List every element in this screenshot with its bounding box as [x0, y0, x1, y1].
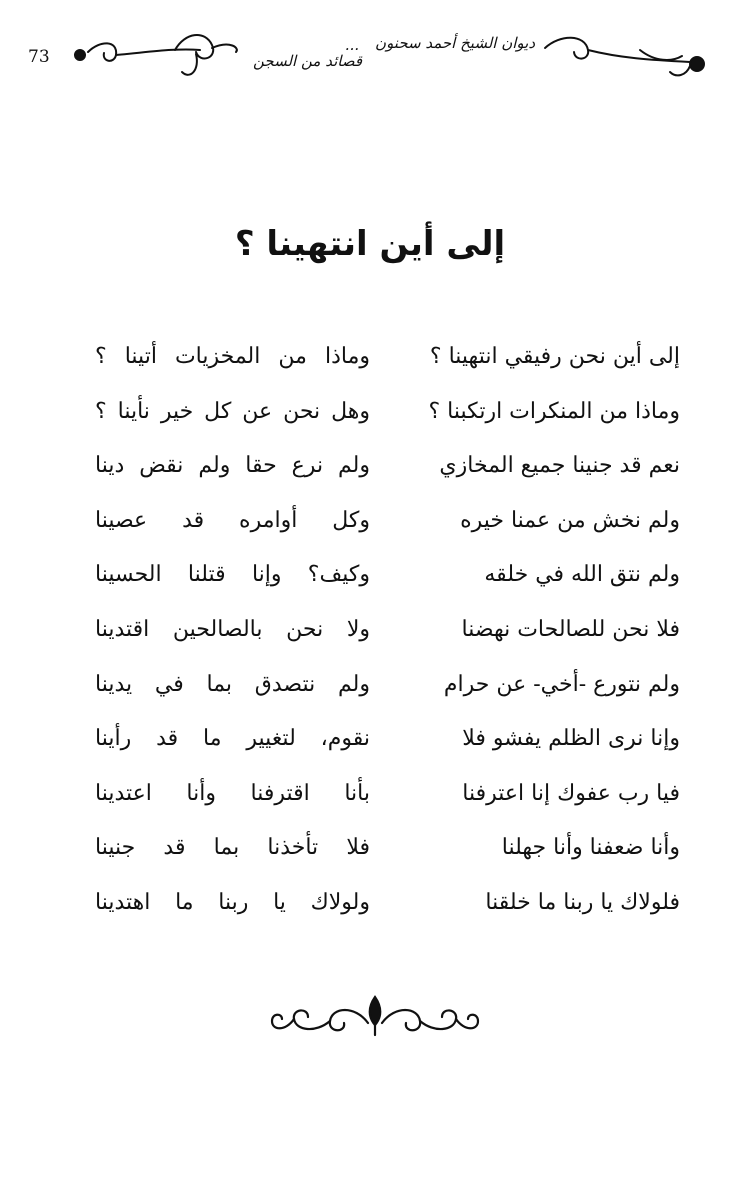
page-number: 73 — [28, 47, 50, 67]
verse-second-hemistich: فلا تأخذنا بما قد جنينا — [95, 835, 370, 861]
footer-flourish-ornament — [250, 985, 500, 1045]
verse-second-hemistich: ولم نرع حقا ولم نقض دينا — [95, 453, 370, 479]
running-head-section-title: قصائد من السجن — [253, 52, 363, 70]
verse-line — [95, 548, 680, 603]
verse-second-hemistich: وكيف؟ وإنا قتلنا الحسينا — [95, 562, 370, 588]
verse-second-hemistich: ولا نحن بالصالحين اقتدينا — [95, 616, 370, 642]
poem-title: إلى أين انتهينا ؟ — [234, 224, 506, 264]
verse-first-hemistich: ولم نتورع -أخي- عن حرام — [443, 671, 680, 697]
verse-first-hemistich: إلى أين نحن رفيقي انتهينا ؟ — [429, 344, 680, 369]
verse-first-hemistich: وإنا نرى الظلم يفشو فلا — [462, 726, 680, 752]
verse-line — [95, 385, 680, 440]
running-head — [235, 34, 535, 74]
verse-second-hemistich: بأنا اقترفنا وأنا اعتدينا — [95, 780, 370, 806]
verse-second-hemistich: وكل أوامره قد عصينا — [95, 507, 370, 533]
verse-line — [95, 767, 680, 822]
running-head-book-title: ديوان الشيخ أحمد سحنون — [375, 34, 535, 52]
poem-body — [95, 330, 680, 931]
verse-second-hemistich: ولولاك يا ربنا ما اهتدينا — [95, 889, 370, 915]
verse-line — [95, 821, 680, 876]
verse-first-hemistich: ولم نتق الله في خلقه — [484, 562, 680, 588]
verse-first-hemistich: وأنا ضعفنا وأنا جهلنا — [501, 835, 680, 861]
running-head-separator: ... — [344, 36, 360, 54]
verse-second-hemistich: نقوم، لتغيير ما قد رأينا — [95, 726, 370, 752]
verse-line — [95, 494, 680, 549]
verse-second-hemistich: ولم نتصدق بما في يدينا — [95, 671, 370, 697]
verse-line — [95, 439, 680, 494]
verse-line — [95, 330, 680, 385]
verse-line — [95, 603, 680, 658]
verse-first-hemistich: وماذا من المنكرات ارتكبنا ؟ — [428, 398, 680, 424]
verse-line — [95, 876, 680, 931]
verse-first-hemistich: ولم نخش من عمنا خيره — [460, 507, 680, 533]
verse-line — [95, 658, 680, 713]
verse-first-hemistich: فيا رب عفوك إنا اعترفنا — [462, 780, 680, 806]
verse-line — [95, 712, 680, 767]
page-header — [0, 0, 749, 100]
verse-first-hemistich: نعم قد جنينا جميع المخازي — [439, 453, 680, 479]
verse-first-hemistich: فلا نحن للصالحات نهضنا — [461, 616, 680, 642]
verse-second-hemistich: وهل نحن عن كل خير نأينا ؟ — [95, 398, 370, 424]
verse-first-hemistich: فلولاك يا ربنا ما خلقنا — [485, 889, 680, 915]
verse-second-hemistich: وماذا من المخزيات أتينا ؟ — [95, 344, 370, 369]
